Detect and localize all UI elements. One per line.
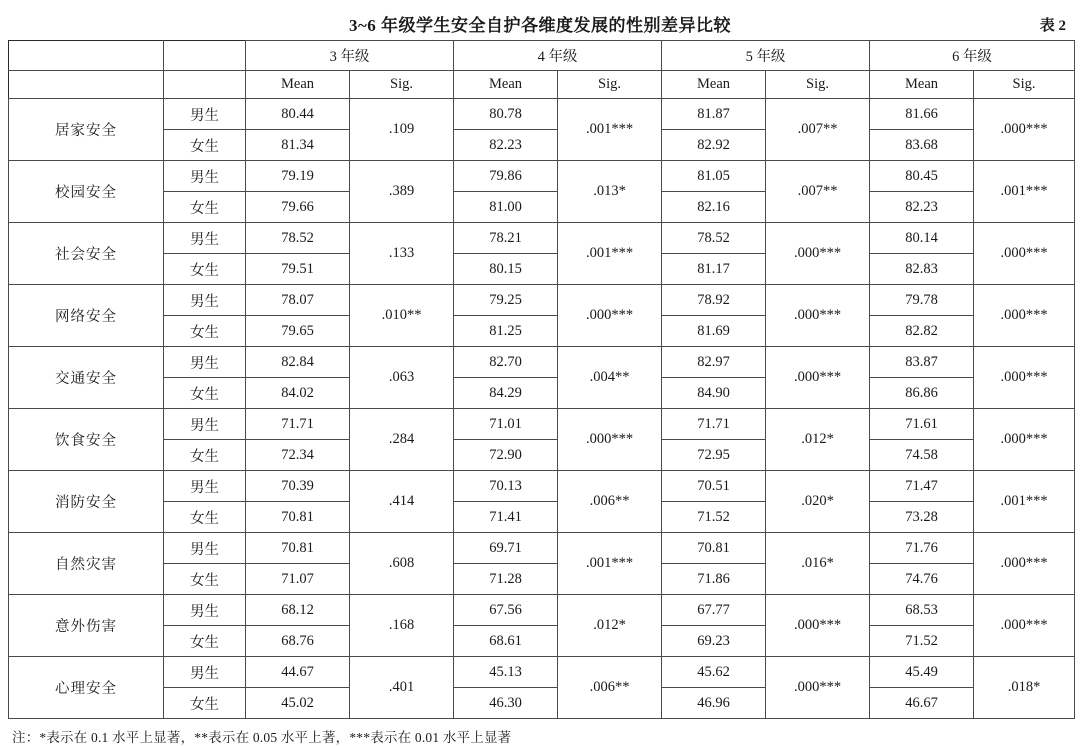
sig-g5: .016*: [766, 533, 870, 595]
mean-g6-male: 71.61: [870, 409, 974, 440]
mean-g4-female: 71.28: [454, 564, 558, 595]
mean-g6-female: 82.23: [870, 192, 974, 223]
mean-g5-male: 71.71: [662, 409, 766, 440]
mean-g3-male: 44.67: [246, 657, 350, 688]
mean-g3-female: 45.02: [246, 688, 350, 719]
sig-g4: .001***: [558, 99, 662, 161]
sig-g4: .013*: [558, 161, 662, 223]
mean-g3-female: 72.34: [246, 440, 350, 471]
table-header-grades: [9, 41, 1075, 71]
sig-g3: .284: [350, 409, 454, 471]
sig-g6: .000***: [974, 533, 1075, 595]
table-row: [9, 254, 1075, 285]
sex-label-male: 男生: [164, 285, 246, 316]
table-body: [9, 99, 1075, 719]
mean-g5-female: 72.95: [662, 440, 766, 471]
sex-label-male: 男生: [164, 223, 246, 254]
mean-g5-female: 82.16: [662, 192, 766, 223]
mean-g5-female: 71.52: [662, 502, 766, 533]
mean-g4-female: 84.29: [454, 378, 558, 409]
mean-g4-male: 78.21: [454, 223, 558, 254]
mean-g5-male: 82.97: [662, 347, 766, 378]
sig-g6: .000***: [974, 99, 1075, 161]
mean-g3-male: 79.19: [246, 161, 350, 192]
mean-g3-male: 70.39: [246, 471, 350, 502]
table-row: [9, 595, 1075, 626]
sex-label-male: 男生: [164, 161, 246, 192]
sex-label-female: 女生: [164, 378, 246, 409]
mean-g6-male: 81.66: [870, 99, 974, 130]
header-sig-g4: Sig.: [558, 71, 662, 99]
mean-g5-female: 69.23: [662, 626, 766, 657]
sex-label-male: 男生: [164, 409, 246, 440]
sex-label-female: 女生: [164, 130, 246, 161]
mean-g4-male: 67.56: [454, 595, 558, 626]
title-row: [8, 6, 1072, 36]
table-row: [9, 409, 1075, 440]
mean-g4-male: 79.86: [454, 161, 558, 192]
sig-g3: .063: [350, 347, 454, 409]
table-row: [9, 440, 1075, 471]
mean-g5-female: 81.17: [662, 254, 766, 285]
sig-g3: .133: [350, 223, 454, 285]
mean-g3-female: 79.66: [246, 192, 350, 223]
mean-g3-female: 71.07: [246, 564, 350, 595]
mean-g3-female: 70.81: [246, 502, 350, 533]
mean-g3-male: 78.52: [246, 223, 350, 254]
dimension-label: 自然灾害: [9, 533, 164, 595]
mean-g5-female: 84.90: [662, 378, 766, 409]
mean-g3-male: 68.12: [246, 595, 350, 626]
mean-g3-male: 78.07: [246, 285, 350, 316]
table-row: [9, 130, 1075, 161]
sex-label-male: 男生: [164, 99, 246, 130]
dimension-label: 意外伤害: [9, 595, 164, 657]
sex-label-female: 女生: [164, 440, 246, 471]
sex-label-female: 女生: [164, 316, 246, 347]
sex-label-female: 女生: [164, 192, 246, 223]
table-note: 注：*表示在 0.1 水平上显著，**表示在 0.05 水平上著，***表示在 0.01 水平上显著: [12, 730, 512, 745]
mean-g6-male: 71.47: [870, 471, 974, 502]
header-mean-g5: Mean: [662, 71, 766, 99]
mean-g6-female: 74.76: [870, 564, 974, 595]
mean-g4-female: 46.30: [454, 688, 558, 719]
sig-g4: .001***: [558, 223, 662, 285]
sig-g3: .389: [350, 161, 454, 223]
sig-g4: .006**: [558, 471, 662, 533]
table-row: [9, 223, 1075, 254]
mean-g6-male: 80.14: [870, 223, 974, 254]
mean-g6-male: 80.45: [870, 161, 974, 192]
sig-g6: .000***: [974, 347, 1075, 409]
mean-g4-male: 79.25: [454, 285, 558, 316]
sig-g5: .012*: [766, 409, 870, 471]
sig-g3: .414: [350, 471, 454, 533]
sig-g3: .608: [350, 533, 454, 595]
mean-g4-male: 82.70: [454, 347, 558, 378]
mean-g4-female: 81.00: [454, 192, 558, 223]
header-sig-g6: Sig.: [974, 71, 1075, 99]
dimension-label: 饮食安全: [9, 409, 164, 471]
mean-g4-male: 80.78: [454, 99, 558, 130]
sig-g5: .000***: [766, 657, 870, 719]
header-sub-corner-dimension: [9, 71, 164, 99]
sig-g6: .000***: [974, 223, 1075, 285]
header-sig-g3: Sig.: [350, 71, 454, 99]
mean-g5-male: 45.62: [662, 657, 766, 688]
header-grade-4: 4 年级: [454, 41, 662, 71]
mean-g4-male: 69.71: [454, 533, 558, 564]
mean-g4-female: 81.25: [454, 316, 558, 347]
mean-g6-male: 83.87: [870, 347, 974, 378]
mean-g4-male: 70.13: [454, 471, 558, 502]
table-row: [9, 99, 1075, 130]
page-title: 3~6 年级学生安全自护各维度发展的性别差异比较: [348, 16, 732, 35]
table-row: [9, 378, 1075, 409]
mean-g5-female: 81.69: [662, 316, 766, 347]
table-row: [9, 688, 1075, 719]
sex-label-female: 女生: [164, 688, 246, 719]
mean-g6-male: 45.49: [870, 657, 974, 688]
mean-g6-female: 71.52: [870, 626, 974, 657]
sig-g6: .000***: [974, 595, 1075, 657]
sig-g5: .007**: [766, 161, 870, 223]
header-mean-g3: Mean: [246, 71, 350, 99]
sig-g5: .007**: [766, 99, 870, 161]
dimension-label: 居家安全: [9, 99, 164, 161]
mean-g3-male: 70.81: [246, 533, 350, 564]
table-row: [9, 502, 1075, 533]
sig-g4: .012*: [558, 595, 662, 657]
mean-g6-male: 79.78: [870, 285, 974, 316]
sex-label-male: 男生: [164, 657, 246, 688]
dimension-label: 交通安全: [9, 347, 164, 409]
sig-g6: .000***: [974, 409, 1075, 471]
sig-g4: .004**: [558, 347, 662, 409]
mean-g4-female: 71.41: [454, 502, 558, 533]
mean-g6-female: 86.86: [870, 378, 974, 409]
sig-g4: .006**: [558, 657, 662, 719]
mean-g5-male: 81.05: [662, 161, 766, 192]
mean-g3-female: 81.34: [246, 130, 350, 161]
mean-g6-female: 73.28: [870, 502, 974, 533]
sex-label-male: 男生: [164, 533, 246, 564]
mean-g3-female: 79.51: [246, 254, 350, 285]
sex-label-female: 女生: [164, 564, 246, 595]
table-row: [9, 533, 1075, 564]
mean-g6-female: 82.83: [870, 254, 974, 285]
header-grade-3: 3 年级: [246, 41, 454, 71]
sig-g5: .000***: [766, 347, 870, 409]
sig-g6: .001***: [974, 471, 1075, 533]
dimension-label: 校园安全: [9, 161, 164, 223]
sig-g3: .010**: [350, 285, 454, 347]
sig-g6: .018*: [974, 657, 1075, 719]
mean-g3-female: 84.02: [246, 378, 350, 409]
sig-g4: .001***: [558, 533, 662, 595]
mean-g6-male: 71.76: [870, 533, 974, 564]
mean-g4-female: 80.15: [454, 254, 558, 285]
sig-g6: .000***: [974, 285, 1075, 347]
mean-g4-female: 82.23: [454, 130, 558, 161]
mean-g5-female: 46.96: [662, 688, 766, 719]
table-row: [9, 471, 1075, 502]
mean-g6-female: 82.82: [870, 316, 974, 347]
sig-g5: .000***: [766, 595, 870, 657]
mean-g4-female: 72.90: [454, 440, 558, 471]
mean-g5-female: 82.92: [662, 130, 766, 161]
table-row: [9, 161, 1075, 192]
mean-g3-female: 68.76: [246, 626, 350, 657]
mean-g6-female: 46.67: [870, 688, 974, 719]
sig-g4: .000***: [558, 285, 662, 347]
mean-g3-female: 79.65: [246, 316, 350, 347]
mean-g4-male: 45.13: [454, 657, 558, 688]
sig-g4: .000***: [558, 409, 662, 471]
header-grade-6: 6 年级: [870, 41, 1075, 71]
header-mean-g4: Mean: [454, 71, 558, 99]
table-header-sub: [9, 71, 1075, 99]
mean-g6-female: 83.68: [870, 130, 974, 161]
sig-g5: .020*: [766, 471, 870, 533]
dimension-label: 心理安全: [9, 657, 164, 719]
mean-g6-male: 68.53: [870, 595, 974, 626]
table-label: 表 2: [1039, 18, 1066, 34]
table-row: [9, 285, 1075, 316]
sex-label-male: 男生: [164, 595, 246, 626]
mean-g5-female: 71.86: [662, 564, 766, 595]
mean-g5-male: 67.77: [662, 595, 766, 626]
sex-label-male: 男生: [164, 347, 246, 378]
table-row: [9, 564, 1075, 595]
header-mean-g6: Mean: [870, 71, 974, 99]
sig-g3: .168: [350, 595, 454, 657]
table-row: [9, 192, 1075, 223]
sig-g3: .109: [350, 99, 454, 161]
header-sub-corner-sex: [164, 71, 246, 99]
header-corner-sex: [164, 41, 246, 71]
header-corner-dimension: [9, 41, 164, 71]
sex-label-female: 女生: [164, 254, 246, 285]
mean-g5-male: 78.92: [662, 285, 766, 316]
dimension-label: 消防安全: [9, 471, 164, 533]
sig-g6: .001***: [974, 161, 1075, 223]
mean-g3-male: 82.84: [246, 347, 350, 378]
mean-g5-male: 81.87: [662, 99, 766, 130]
header-grade-5: 5 年级: [662, 41, 870, 71]
mean-g3-male: 80.44: [246, 99, 350, 130]
mean-g4-female: 68.61: [454, 626, 558, 657]
sex-label-female: 女生: [164, 626, 246, 657]
sig-g5: .000***: [766, 223, 870, 285]
header-sig-g5: Sig.: [766, 71, 870, 99]
mean-g5-male: 70.81: [662, 533, 766, 564]
mean-g4-male: 71.01: [454, 409, 558, 440]
dimension-label: 网络安全: [9, 285, 164, 347]
mean-g6-female: 74.58: [870, 440, 974, 471]
mean-g3-male: 71.71: [246, 409, 350, 440]
mean-g5-male: 70.51: [662, 471, 766, 502]
mean-g5-male: 78.52: [662, 223, 766, 254]
table-row: [9, 316, 1075, 347]
sex-label-male: 男生: [164, 471, 246, 502]
table-row: [9, 626, 1075, 657]
table-row: [9, 657, 1075, 688]
sig-g5: .000***: [766, 285, 870, 347]
data-table: [8, 40, 1075, 719]
table-row: [9, 347, 1075, 378]
dimension-label: 社会安全: [9, 223, 164, 285]
sig-g3: .401: [350, 657, 454, 719]
sex-label-female: 女生: [164, 502, 246, 533]
